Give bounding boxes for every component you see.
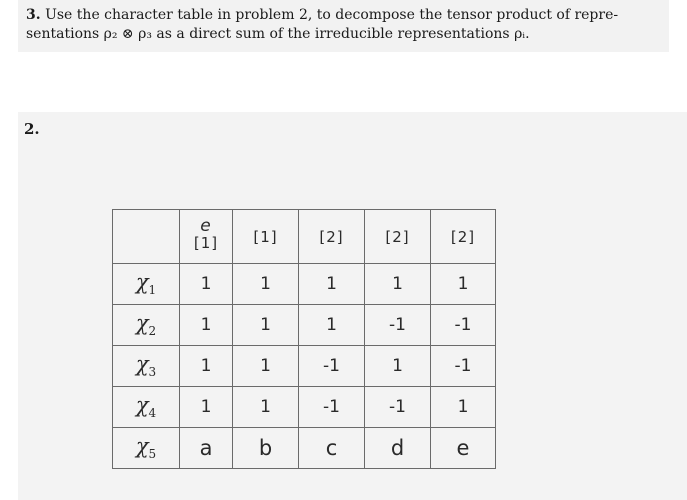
class-size: [2]: [385, 227, 410, 246]
character-table: [112, 209, 496, 469]
class-header-4: [365, 210, 431, 264]
problem-text-line1: Use the character table in problem 2, to decompose the tensor product of repre-: [45, 7, 619, 23]
table-cell: 1: [180, 264, 233, 305]
table-cell: -1: [431, 305, 496, 346]
table-cell: 1: [431, 264, 496, 305]
table-row: [113, 346, 496, 387]
problem-text-line2: sentations ρ₂ ⊗ ρ₃ as a direct sum of the irreducible representations ρᵢ.: [26, 26, 530, 42]
table-cell: 1: [233, 264, 299, 305]
table-cell: 1: [299, 264, 365, 305]
table-cell: a: [180, 428, 233, 469]
table-cell: 1: [431, 387, 496, 428]
table-cell: e: [431, 428, 496, 469]
table-cell: 1: [299, 305, 365, 346]
problem-number: 3.: [26, 7, 41, 23]
table-cell: 1: [233, 305, 299, 346]
table-cell: c: [299, 428, 365, 469]
character-label: $\chi_2$: [113, 305, 180, 346]
table-cell: b: [233, 428, 299, 469]
table-cell: -1: [299, 387, 365, 428]
class-size: [1]: [253, 227, 278, 246]
character-label: $\chi_4$: [113, 387, 180, 428]
class-size: [1]: [193, 233, 219, 252]
character-label: $\chi_5$: [113, 428, 180, 469]
class-size: [2]: [450, 227, 476, 246]
table-cell: 1: [365, 264, 431, 305]
class-header-3: [299, 210, 365, 264]
table-cell: d: [365, 428, 431, 469]
table-row: [113, 387, 496, 428]
identity-mark: e: [200, 215, 212, 236]
class-header-2: [233, 210, 299, 264]
figure-label: 2.: [24, 120, 40, 138]
table-cell: 1: [233, 346, 299, 387]
problem-statement: [18, 0, 669, 52]
table-cell: 1: [365, 346, 431, 387]
table-cell: -1: [431, 346, 496, 387]
table-cell: 1: [233, 387, 299, 428]
class-header-5: [431, 210, 496, 264]
table-cell: 1: [180, 346, 233, 387]
corner-cell: [113, 210, 180, 264]
header-row: [113, 210, 496, 264]
table-cell: -1: [365, 305, 431, 346]
table-row: [113, 264, 496, 305]
character-label: $\chi_3$: [113, 346, 180, 387]
character-label: $\chi_1$: [113, 264, 180, 305]
table-cell: 1: [180, 305, 233, 346]
table-cell: -1: [299, 346, 365, 387]
table-row: [113, 428, 496, 469]
table-row: [113, 305, 496, 346]
class-size: [2]: [319, 227, 344, 246]
table-cell: -1: [365, 387, 431, 428]
class-header-e: [180, 210, 233, 264]
table-cell: 1: [180, 387, 233, 428]
